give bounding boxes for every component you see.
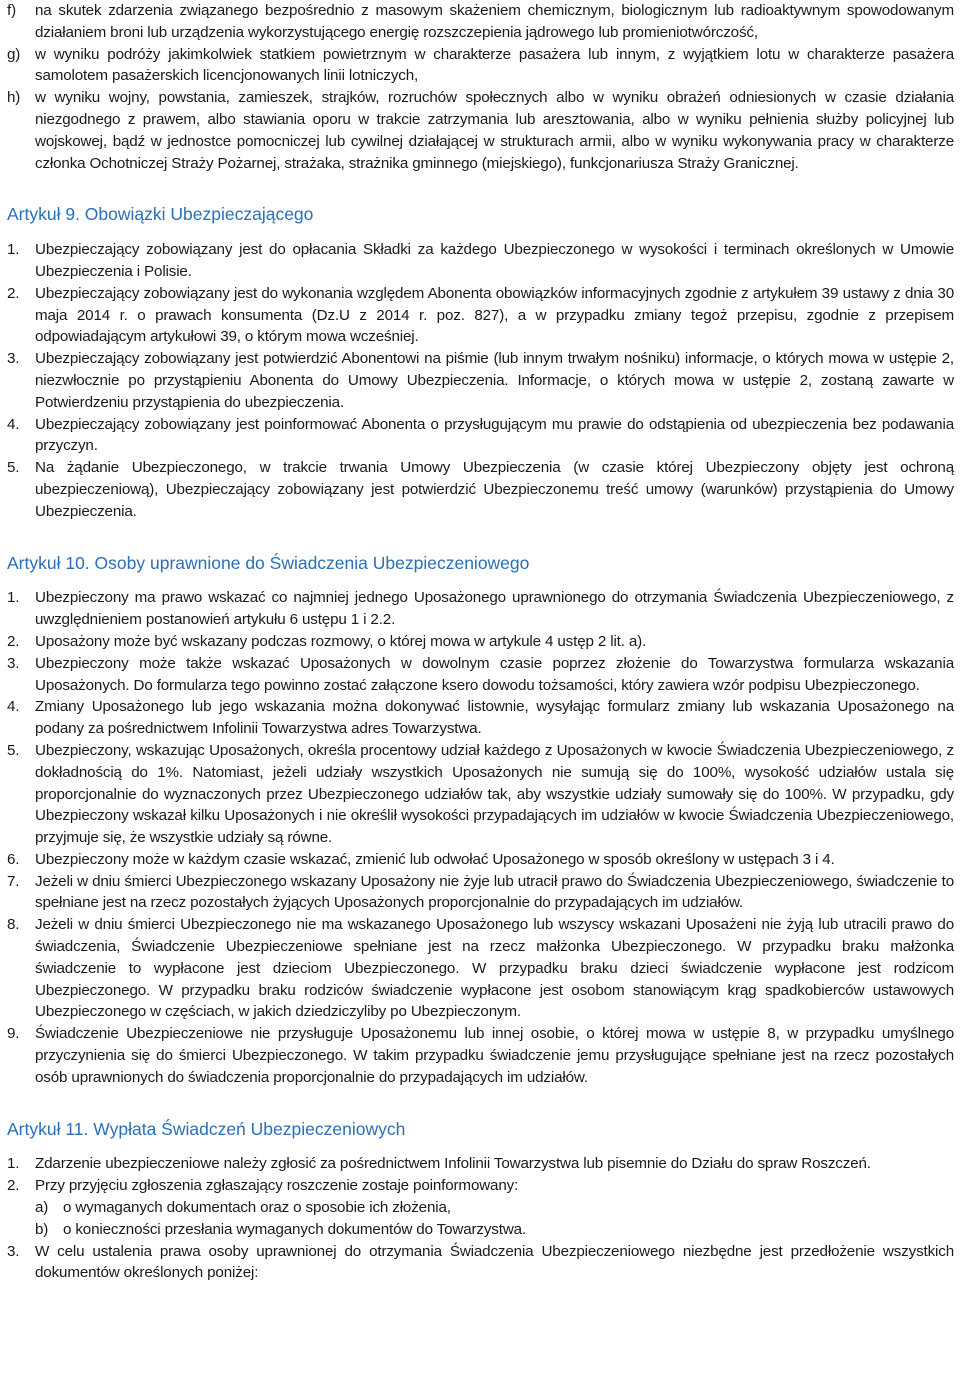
list-item-text: Ubezpieczający zobowiązany jest potwierdzić Abonentowi na piśmie (lub innym trwałym nośniku) informacje, o których mowa w ustępie 2, niezwłocznie po przystąpieniu Abonenta do Umowy Ubezpieczenia. Informacje, o których mowa w ustępie 2, zostaną zawarte w Potwierdzeniu przystąpienia do ubezpieczenia.: [35, 350, 954, 411]
list-item-text: na skutek zdarzenia związanego bezpośrednio z masowym skażeniem chemicznym, biologicznym lub radioaktywnym spowodowanym działaniem broni lub urządzenia wykorzystującego energię rozszczepienia jądrowego lub promieniotwórczość,: [35, 2, 954, 41]
list-item: [7, 239, 954, 283]
list-item: [7, 740, 954, 849]
list-item-text: W celu ustalenia prawa osoby uprawnionej do otrzymania Świadczenia Ubezpieczeniowego niezbędne jest przedłożenie wszystkich dokumentów określonych poniżej:: [35, 1242, 954, 1282]
list-item-text: Ubezpieczony ma prawo wskazać co najmniej jednego Uposażonego uprawnionego do otrzymania Świadczenia Ubezpieczeniowego, z uwzględnieniem postanowień artykułu 6 ustępu 1 i 2.2.: [35, 589, 954, 629]
list-marker: 7.: [7, 872, 20, 890]
list-marker: 1.: [7, 1155, 20, 1173]
list-marker: 6.: [7, 850, 20, 868]
list-item-text: Na żądanie Ubezpieczonego, w trakcie trwania Umowy Ubezpieczenia (w czasie której Ubezpieczony objęty jest ochroną ubezpieczeniową), Ubezpieczający zobowiązany jest potwierdzić Ubezpieczonemu treść umowy (warunków) przystąpienia do Umowy Ubezpieczenia.: [35, 459, 954, 520]
article-9-list: [7, 239, 954, 522]
list-item: [7, 414, 954, 458]
sub-list-item: [35, 1197, 954, 1219]
list-item: [7, 1153, 954, 1175]
list-item: [7, 653, 954, 697]
sub-list-item-text: o wymaganych dokumentach oraz o sposobie ich złożenia,: [63, 1199, 451, 1217]
list-item-text: Przy przyjęciu zgłoszenia zgłaszający roszczenie zostaje poinformowany:: [35, 1177, 519, 1195]
list-item: [7, 348, 954, 413]
list-item: [7, 283, 954, 348]
list-item-text: Ubezpieczający zobowiązany jest do wykonania względem Abonenta obowiązków informacyjnych zgodnie z artykułem 39 ustawy z dnia 30 maja 2014 r. o prawach konsumenta (Dz.U z 2014 r. poz. 827), a w przypadku zmiany tegoż przepisu, zgodnie z przepisem odpowiadającym artykułowi 39, o którym mowa wcześniej.: [35, 284, 954, 346]
list-marker: 1.: [7, 241, 20, 259]
list-item: [7, 1241, 954, 1285]
list-item-text: Ubezpieczony może także wskazać Uposażonych w dowolnym czasie poprzez złożenie do Towarzystwa formularza wskazania Uposażonych. Do formularza tego powinno zostać załączone ksero dowodu tożsamości, który zawiera wzór podpisu Ubezpieczonego.: [35, 654, 954, 694]
article-11-list: [7, 1153, 954, 1284]
list-marker: 4.: [7, 415, 20, 433]
continued-exclusions-list: [7, 0, 954, 174]
list-marker: 3.: [7, 1242, 20, 1260]
list-item-text: Ubezpieczający zobowiązany jest do opłacania Składki za każdego Ubezpieczonego w wysokości i terminach określonych w Umowie Ubezpieczenia i Polisie.: [35, 241, 954, 280]
list-marker: f): [7, 2, 16, 19]
list-marker: 4.: [7, 698, 20, 716]
list-item-text: Ubezpieczony może w każdym czasie wskazać, zmienić lub odwołać Uposażonego w sposób określony w ustępach 3 i 4.: [35, 850, 835, 868]
list-item: [7, 1175, 954, 1240]
list-item: [7, 1023, 954, 1088]
sub-list-marker: b): [35, 1220, 49, 1238]
list-item-text: Zmiany Uposażonego lub jego wskazania można dokonywać listownie, wysyłając formularz zmiany lub wskazania Uposażonego na podany za pośrednictwem Infolinii Towarzystwa adres Towarzystwa.: [35, 698, 954, 738]
list-marker: 2.: [7, 632, 20, 650]
sub-list-item-text: o konieczności przesłania wymaganych dokumentów do Towarzystwa.: [63, 1220, 527, 1238]
list-marker: 9.: [7, 1025, 20, 1043]
article-10-heading: Artykuł 10. Osoby uprawnione do Świadczenia Ubezpieczeniowego: [7, 552, 530, 573]
article-11-heading: Artykuł 11. Wypłata Świadczeń Ubezpieczeniowych: [7, 1118, 406, 1139]
list-marker: 3.: [7, 350, 20, 368]
list-item-text: Zdarzenie ubezpieczeniowe należy zgłosić za pośrednictwem Infolinii Towarzystwa lub pisemnie do Działu do spraw Roszczeń.: [35, 1155, 871, 1173]
list-marker: 1.: [7, 589, 20, 607]
list-item-text: w wyniku wojny, powstania, zamieszek, strajków, rozruchów społecznych albo w wyniku obrażeń odniesionych w czasie działania niezgodnego z prawem, albo stawiania oporu w trakcie zatrzymania lub aresztowania, albo w wyniku pełnienia służby policyjnej lub wojskowej, bądź w jednostce pomocniczej lub cywilnej działającej w strukturach armii, albo w wyniku wykonywania pracy w charakterze członka Ochotniczej Straży Pożarnej, strażaka, strażnika gminnego (miejskiego), funkcjonariusza Straży Granicznej.: [35, 89, 954, 172]
list-item: [7, 87, 954, 174]
list-item: [7, 44, 954, 88]
list-item-text: Ubezpieczony, wskazując Uposażonych, określa procentowy udział każdego z Uposażonych w kwocie Świadczenia Ubezpieczeniowego, z dokładnością do 1%. Natomiast, jeżeli udziały wszystkich Uposażonych nie sumują się do 100%, wysokość udziałów ustala się proporcjonalnie do wyznaczonych przez Ubezpieczonego udziałów tak, aby wszystkie udziały sumowały się do 100%. W przypadku, gdy Ubezpieczony wskazał kilku Uposażonych i nie określił wysokości przypadających im udziałów w kwocie Świadczenia Ubezpieczeniowego, przyjmuje się, że wszystkie udziały są równe.: [35, 741, 954, 847]
list-item-text: Jeżeli w dniu śmierci Ubezpieczonego nie ma wskazanego Uposażonego lub wszyscy wskazani Uposażeni nie żyją lub utracili prawo do świadczenia, Świadczenie Ubezpieczeniowe spełniane jest na rzecz małżonka Ubezpieczonego. W przypadku braku małżonka świadczenie to wypłacone jest dzieciom Ubezpieczonego. W przypadku braku dzieci świadczenie wypłacone jest rodzicom Ubezpieczonego. W przypadku braku rodziców świadczenie wypłacone jest osobom stanowiącym krąg spadkobierców ustawowych Ubezpieczonego w częściach, w jakich dziedziczyliby po Ubezpieczonym.: [35, 916, 954, 1021]
list-item-text: Uposażony może być wskazany podczas rozmowy, o której mowa w artykule 4 ustęp 2 lit. a).: [35, 632, 647, 650]
list-marker: 5.: [7, 459, 20, 477]
list-item: [7, 631, 954, 653]
list-item: [7, 696, 954, 740]
list-marker: 2.: [7, 284, 20, 302]
list-item: [7, 587, 954, 631]
article-9-heading: Artykuł 9. Obowiązki Ubezpieczającego: [7, 204, 314, 225]
list-item: [7, 457, 954, 522]
article-10-list: [7, 587, 954, 1088]
list-item: [7, 871, 954, 915]
list-marker: g): [7, 45, 21, 63]
list-marker: 2.: [7, 1177, 20, 1195]
list-item-text: Ubezpieczający zobowiązany jest poinformować Abonenta o przysługującym mu prawie do odstąpienia od ubezpieczenia bez podawania przyczyn.: [35, 415, 954, 455]
list-marker: h): [7, 89, 21, 107]
list-item: [7, 0, 954, 44]
sub-list-marker: a): [35, 1199, 49, 1217]
list-item: [7, 849, 954, 871]
list-marker: 3.: [7, 654, 20, 672]
list-item-text: Jeżeli w dniu śmierci Ubezpieczonego wskazany Uposażony nie żyje lub utracił prawo do Świadczenia Ubezpieczeniowego, świadczenie to spełniane jest na rzecz pozostałych żyjących Uposażonych proporcjonalnie do przypadających im udziałów.: [35, 872, 954, 912]
list-item-body: [35, 1175, 954, 1240]
list-marker: 8.: [7, 916, 20, 934]
list-item: [7, 914, 954, 1023]
list-item-text: w wyniku podróży jakimkolwiek statkiem powietrznym w charakterze pasażera lub innym, z wyjątkiem lotu w charakterze pasażera samolotem pasażerskich licencjonowanych linii lotniczych,: [35, 45, 954, 85]
sub-list-item: [35, 1219, 954, 1241]
list-item-text: Świadczenie Ubezpieczeniowe nie przysługuje Uposażonemu lub innej osobie, o której mowa w ustępie 8, w przypadku umyślnego przyczynienia się do śmierci Ubezpieczonego. W takim przypadku świadczenie jemu przysługujące spełniane jest na rzecz pozostałych osób uprawnionych do świadczenia proporcjonalnie do przypadających im udziałów.: [35, 1025, 954, 1086]
list-marker: 5.: [7, 741, 20, 759]
